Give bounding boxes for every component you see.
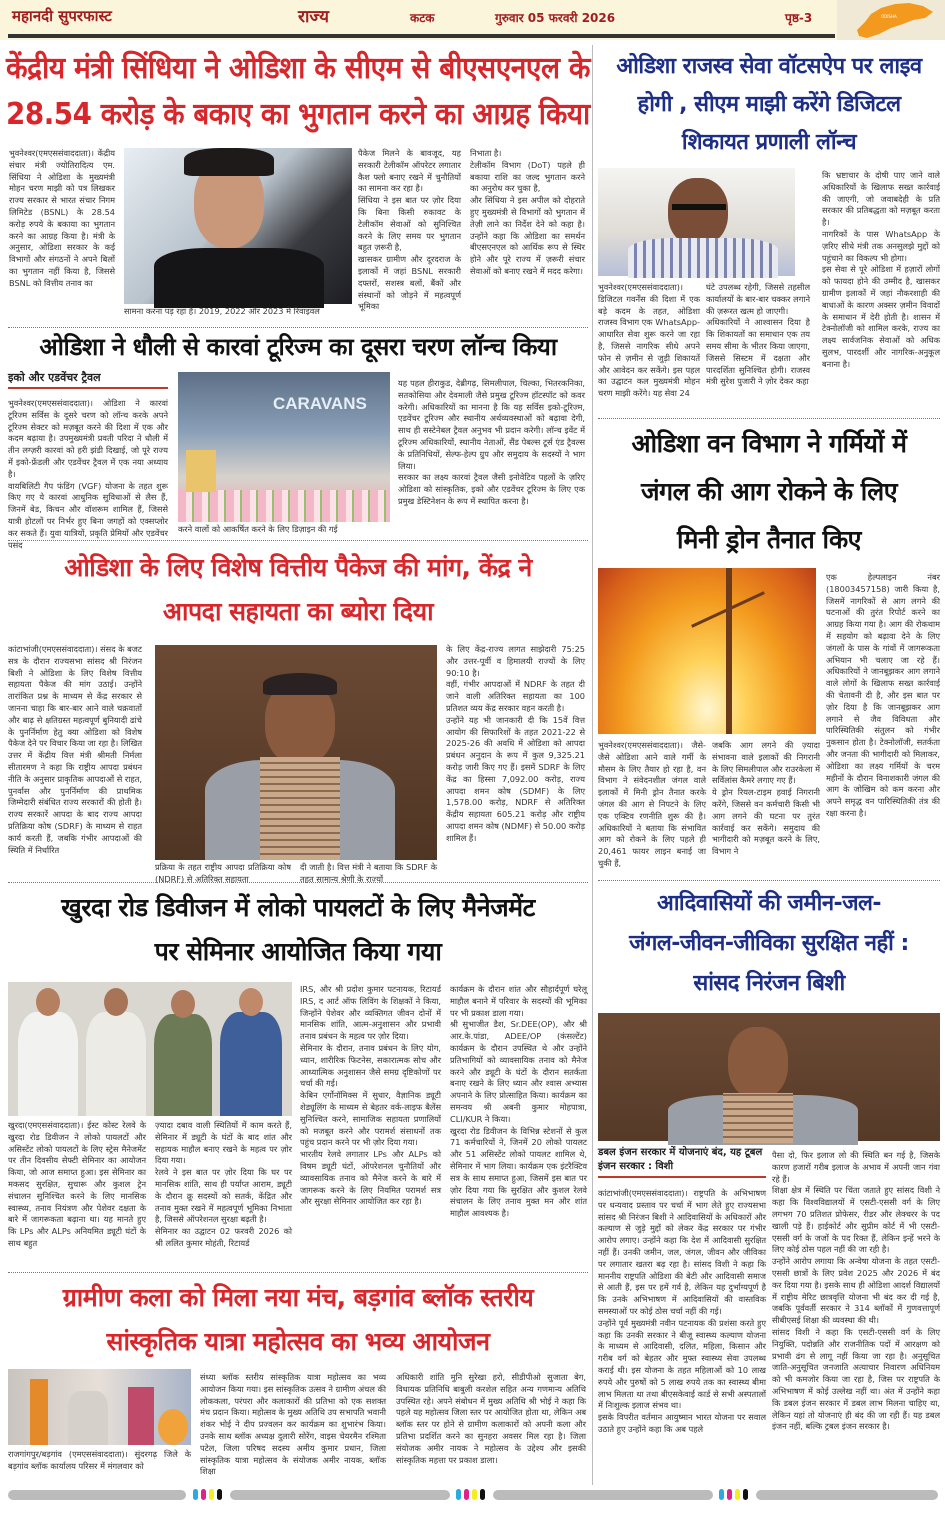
- article-column: पैकेज मिलने के बावजूद, यह सरकारी टेलीकॉम ऑपरेटर लगातार कैश फ्लो बनाए रखने में चुनौतियों का सामना कर रहा है। सिंधिया ने इस बात पर ज़ोर दिया कि बिना किसी रुकावट के टेलीकॉम सेवाओं को सुनिश्चित करने के लिए समय पर भुगतान बहुत ज़रूरी है, खासकर ग्रामीण और दूरदराज के इलाकों में जहां BSNL सरकारी दफ्तरों, सशस्त्र बलों, बैंकों और संस्थानों को जोड़ने में महत्वपूर्ण भूमिका: [358, 148, 461, 312]
- column-divider: [592, 45, 593, 1485]
- article-column: भुवनेश्वर(एमएससंवाददाता)। केंद्रीय संचार मंत्री ज्योतिरादित्य एम. सिंधिया ने ओडिशा के मुख्यमंत्री मोहन चरण माझी को पत्र लिखकर राज्य सरकार से भारत संचार निगम लिमिटेड (BSNL) के 28.54 करोड़ रुपये के बकाया का भुगतान करने का आग्रह किया है। मंत्री के अनुसार, ओडिशा सरकार के कई विभागों और संगठनों ने अपने बिलों का भुगतान नहीं किया है, जिससे BSNL को वित्तीय तनाव का: [9, 148, 115, 288]
- photo-niranjan-bishi-parliament: [155, 645, 437, 860]
- headline-line: जंगल की आग रोकने के लिए: [640, 477, 898, 506]
- article-column: कार्यक्रम के दौरान शांत और सौहार्दपूर्ण घरेलू माहौल बनाने में परिवार के सदस्यों की भूमिका पर भी प्रकाश डाला गया। श्री सुभाजीत डैश, Sr.DEE(OP), और श्री आर.के.पांडा, ADEE/OP (कंसल्टेंट) कार्यक्रम के दौरान उपस्थित थे और उन्होंने प्रतिभागियों को व्यावसायिक तनाव को मैनेज करने और ड्यूटी के घंटों के दौरान सतर्कता बनाए रखने के लिए ध्यान और श्वास अभ्यास अपनाने के लिए प्रोत्साहित किया। कार्यक्रम का समन्वय श्री अबनी कुमार मोहपात्रा, CLI/KUR ने किया। खुरदा रोड डिवीजन के विभिन्न स्टेशनों से कुल 71 कर्मचारियों ने, जिनमें 20 लोको पायलट और 51 असिस्टेंट लोको पायलट शामिल थे, सेमिनार में भाग लिया। कार्यक्रम एक इंटरैक्टिव सत्र के साथ समाप्त हुआ, जिसमें इस बात पर ज़ोर दिया गया कि सुरक्षित और कुशल रेलवे संचालन के लिए तनाव मुक्त मन और शांत माहौल आवश्यक है।: [450, 984, 587, 1219]
- headline-line: जंगल-जीवन-जीविका सुरक्षित नहीं :: [629, 931, 909, 956]
- section-divider: [8, 540, 588, 541]
- article-column: भुवनेश्वर(एमएससंवाददाता)। डिजिटल गवर्नेंस की दिशा में एक बड़े कदम के तहत, ओडिशा राजस्व विभाग एक WhatsApp-आधारित सेवा शुरू करने जा रहा है, जिससे नागरिक सीधे अपने फोन से ज़मीन से जुड़ी शिकायतें और आवेदन कर सकेंगे। इस पहल का उद्घाटन कल मुख्यमंत्री मोहन चरण माझी करेंगे। यह सेवा 24: [598, 282, 700, 399]
- headline-line: आपदा सहायता का ब्योरा दिया: [162, 597, 434, 626]
- article-column: संध्या ब्लॉक स्तरीय सांस्कृतिक यात्रा महोत्सव का भव्य आयोजन किया गया। इस सांस्कृतिक उत्सव ने ग्रामीण अंचल की लोककला, परंपरा और कलाकारों की प्रतिभा को एक सशक्त मंच प्रदान किया। महोत्सव के मुख्य अतिथि उप सभापति भवानी शंकर भोई ने दीप प्रज्वलन कर कार्यक्रम का शुभारंभ किया। उनके साथ ब्लॉक अध्यक्ष दुलारी सोरेंग, वाइस चेयरमैन रश्मिता पटेल, जिला परिषद सदस्य अमीय कुमार प्रधान, जिला सांस्कृतिक यात्रा महोत्सव के संयोजक अमीर नायक, ब्लॉक शिक्षा: [200, 1372, 386, 1477]
- section-divider: [8, 882, 588, 883]
- headline-line: केंद्रीय मंत्री सिंधिया ने ओडिशा के सीएम से बीएसएनएल के: [6, 51, 591, 86]
- article-column: कांटाभांजी(एमएससंवाददाता)। राष्ट्रपति के अभिभाषण पर धन्यवाद प्रस्ताव पर चर्चा में भाग लेते हुए राज्यसभा सांसद श्री निरंजन बिशी ने आदिवासियों के अधिकारों और कल्याण से जुड़े मुद्दों को लेकर केंद्र सरकार पर गंभीर आरोप लगाए। उन्होंने कहा कि देश में आदिवासी सुरक्षित नहीं हैं। उनकी जमीन, जल, जंगल, जीवन और जीविका पर लगातार खतरा बढ़ रहा है। सांसद विशी ने कहा कि माननीय राष्ट्रपति ओडिशा की बेटी और आदिवासी समाज से आती हैं, इस पर हमें गर्व है, लेकिन यह दुर्भाग्यपूर्ण है कि उनके अभिभाषण में आदिवासियों की वास्तविक समस्याओं पर कोई ठोस चर्चा नहीं की गई। उन्होंने पूर्व मुख्यमंत्री नवीन पटनायक की प्रशंसा करते हुए कहा कि उनकी सरकार ने बीजू स्वास्थ्य कल्याण योजना के माध्यम से आदिवासी, दलित, महिला, किसान और गरीब वर्ग को बेहतर और मुफ्त स्वास्थ्य सेवा उपलब्ध कराई थी। इस योजना के तहत महिलाओं को 10 लाख रुपये और पुरुषों को 5 लाख रुपये तक का स्वास्थ्य बीमा लाभ मिलता था तथा बीएसकेवाई कार्ड से सभी अस्पतालों में निःशुल्क इलाज संभव था। इसके विपरीत वर्तमान आयुष्मान भारत योजना पर सवाल उठाते हुए उन्होंने कहा कि अब पहले: [598, 1188, 766, 1434]
- article-column: IRS, और श्री प्रदोश कुमार पटनायक, रिटायर्ड IRS, द आर्ट ऑफ लिविंग के शिक्षकों ने किया, जिन्होंने पेशेवर और व्यक्तिगत जीवन दोनों में मानसिक शांति, आत्म-अनुशासन और प्रभावी तनाव प्रबंधन के महत्व पर ज़ोर दिया। सेमिनार के दौरान, तनाव प्रबंधन के लिए योग, ध्यान, शारीरिक फिटनेस, सकारात्मक सोच और आध्यात्मिक अनुशासन जैसे समग्र दृष्टिकोणों पर चर्चा की गई। केबिन एर्गोनॉमिक्स में सुधार, वैज्ञानिक ड्यूटी शेड्यूलिंग के माध्यम से बेहतर वर्क-लाइफ बैलेंस सुनिश्चित करने, सामाजिक सहायता प्रणालियों को मजबूत करने और परामर्श संसाधनों तक पहुंच प्रदान करने पर भी ज़ोर दिया गया। भारतीय रेलवे लगातार LPs और ALPs को विषम ड्यूटी घंटों, ऑपरेशनल चुनौतियों और व्यावसायिक तनाव को मैनेज करने के बारे में जागरूक करने के लिए नियमित परामर्श सत्र और सुरक्षा सेमिनार आयोजित कर रहा है।: [300, 984, 441, 1207]
- headline-line: मिनी ड्रोन तैनात किए: [677, 525, 861, 554]
- headline-line: होगी , सीएम माझी करेंगे डिजिटल: [637, 92, 901, 117]
- headline-line: खुरदा रोड डिवीजन में लोको पायलटों के लिए मैनेजमेंट: [61, 893, 535, 922]
- headline-line: सांसद निरंजन बिशी: [693, 971, 845, 996]
- page-number: पृष्ठ-3: [785, 11, 813, 25]
- article-column: खुरदा(एमएससंवाददाता)। ईस्ट कोस्ट रेलवे के खुरदा रोड डिवीजन ने लोको पायलटों और असिस्टेंट लोको पायलटों के लिए स्ट्रेस मैनेजमेंट पर तीन दिवसीय सेफ्टी सेमिनार का आयोजन किया, जो आज समाप्त हुआ। इस सेमिनार का मकसद सुरक्षित, सुचारू और कुशल ट्रेन संचालन सुनिश्चित करने के लिए मानसिक स्वास्थ्य, तनाव नियंत्रण और पेशेवर दक्षता के बारे में जागरूकता बढ़ाना था। यह मानते हुए कि LPs और ALPs अनियमित ड्यूटी घंटों के साथ बहुत: [8, 1120, 146, 1248]
- banner-text: CARAVANS: [273, 394, 367, 413]
- article-column: अधिकारी शांति मुनि सुरेखा हरो, सीडीपीओ सुजाता बेग, विधायक प्रतिनिधि बाबुली करशेल सहित अन्य गणमान्य अतिथि उपस्थित रहे। अपने संबोधन में मुख्य अतिथि श्री भोई ने कहा कि पहले यह महोत्सव जिला स्तर पर आयोजित होता था, लेकिन अब ब्लॉक स्तर पर होने से ग्रामीण कलाकारों को अपनी कला और प्रतिभा प्रदर्शित करने का सुनहरा अवसर मिल रहा है। जिला संयोजक अमीर नायक ने महोत्सव के उद्देश्य और इसकी सांस्कृतिक महत्ता पर प्रकाश डाला।: [396, 1372, 586, 1465]
- article-column: कि भ्रष्टाचार के दोषी पाए जाने वाले अधिकारियों के खिलाफ सख्त कार्रवाई की जाएगी, जो जवाबदेही के प्रति सरकार की प्रतिबद्धता को मज़बूत करता है। नागरिकों के पास WhatsApp के ज़रिए सीधे मंत्री तक अनसुलझे मुद्दों को पहुंचाने का विकल्प भी होगा। इस सेवा से पूरे ओडिशा में हज़ारों लोगों को फायदा होने की उम्मीद है, खासकर ग्रामीण इलाकों में जहां नौकरशाही की बाधाओं के कारण अक्सर ज़मीन विवादों के समाधान में देरी होती है। शासन में टेक्नोलॉजी को शामिल करके, राज्य का लक्ष्य सार्वजनिक सेवाओं को अधिक सुलभ, पारदर्शी और नागरिक-अनुकूल बनाना है।: [822, 170, 940, 369]
- city: कटक: [410, 11, 435, 25]
- section-divider: [8, 1272, 588, 1273]
- article-column: घंटे उपलब्ध रहेगी, जिससे तहसील कार्यालयों के बार-बार चक्कर लगाने की ज़रूरत खत्म हो जाएगी। अधिकारियों ने आश्वासन दिया है कि शिकायतों का समाधान एक तय समय सीमा के भीतर किया जाएगा, जिससे सिस्टम में दक्षता और पारदर्शिता सुनिश्चित होगी। राजस्व मंत्री सुरेश पुजारी ने ज़ोर देकर कहा: [706, 282, 810, 387]
- headline-line: सांस्कृतिक यात्रा महोत्सव का भव्य आयोजन: [106, 1327, 490, 1356]
- headline-line: ओडिशा के लिए विशेष वित्तीय पैकेज की मांग, केंद्र ने: [64, 553, 532, 582]
- section-name: राज्य: [298, 7, 329, 27]
- photo-scindia: [124, 148, 352, 304]
- article-column: यह पहल हीराकुड, देब्रीगढ़, सिमलीपाल, चिल्का, भितरकनिका, सतकोसिया और देवमाली जैसे प्रमुख टूरिज्म हॉटस्पॉट को कवर करेगी। अधिकारियों का मानना है कि यह सर्विस इको-टूरिज्म, एडवेंचर टूरिज्म और स्थानीय अर्थव्यवस्थाओं को बढ़ावा देगी, साथ ही सस्टेनेबल ट्रैवल अनुभव भी प्रदान करेगी। लॉन्च इवेंट में टूरिज्म अधिकारियों, स्थानीय नेताओं, सैंड पेबल्स टूर्स एंड ट्रैवल्स के प्रतिनिधियों, सेल्फ-हेल्प ग्रुप और समुदाय के सदस्यों ने भाग लिया। सरकार का लक्ष्य कारवां ट्रैवल जैसी इनोवेटिव पहलों के ज़रिए ओडिशा को सांस्कृतिक, इको और एडवेंचर टूरिज्म के लिए एक प्रमुख डेस्टिनेशन के रूप में स्थापित करना है।: [398, 378, 585, 506]
- photo-caption: प्रक्रिया के तहत राष्ट्रीय आपदा प्रतिक्रिया कोष (NDRF) से अतिरिक्त सहायता: [155, 862, 291, 884]
- headline-line: ओडिशा वन विभाग ने गर्मियों में: [631, 429, 907, 458]
- article-column: भुवनेश्वर(एमएससंवाददाता)। ओडिशा ने कारवां टूरिज्म सर्विस के दूसरे चरण को लॉन्च करके अपने टूरिज्म सेक्टर को मज़बूत करने की दिशा में एक और कदम बढ़ाया है। उपमुख्यमंत्री प्रवती परिदा ने धौली में तीन लग्ज़री कारवां को हरी झंडी दिखाई, जो पूरे राज्य में इको-फ्रेंडली और एडवेंचर ट्रैवल में एक नया अध्याय है। वायबिलिटी गैप फंडिंग (VGF) योजना के तहत शुरू किए गए ये कारवां आधुनिक सुविधाओं से लैस हैं, जिनमें बेड, किचन और वॉशरूम शामिल हैं, जिससे यात्री होटलों पर निर्भर हुए बिना जगहों को एक्सप्लोर कर सकते हैं। युवा यात्रियों, प्रकृति प्रेमियों और एडवेंचर पसंद: [8, 398, 168, 550]
- headline-line: ओडिशा राजस्व सेवा वॉटसऐप पर लाइव: [616, 54, 922, 79]
- subheading: डबल इंजन सरकार में योजनाएं बंद, यह टूबल इंजन सरकार : विशी: [598, 1146, 766, 1178]
- article-column: कांटाभांजी(एमएससंवाददाता)। संसद के बजट सत्र के दौरान राज्यसभा सांसद श्री निरंजन बिशी ने ओडिशा के लिए विशेष वित्तीय सहायता पैकेज की मांग उठाई। उन्होंने तारांकित प्रश्न के माध्यम से केंद्र सरकार से जानना चाहा कि बार-बार आने वाले चक्रवातों और बाढ़ से क्षतिग्रस्त महत्वपूर्ण बुनियादी ढांचे के पुनर्निर्माण हेतु क्या ओडिशा को विशेष पैकेज देने पर विचार किया जा रहा है। लिखित उत्तर में केंद्रीय वित्त मंत्री श्रीमती निर्मला सीतारमण ने कहा कि राष्ट्रीय आपदा प्रबंधन नीति के अनुसार प्राकृतिक आपदाओं से राहत, पुनर्वास और पुनर्निर्माण की प्राथमिक जिम्मेदारी संबंधित राज्य सरकारों की होती है। राज्य सरकारें आपदा के बाद राज्य आपदा प्रतिक्रिया कोष (SDRF) के माध्यम से राहत कार्य करती हैं, जबकि गंभीर आपदाओं की स्थिति में निर्धारित: [8, 644, 142, 855]
- photo-caption: करने वालों को आकर्षित करने के लिए डिज़ाइन की गई: [178, 524, 338, 534]
- photo-minister: [598, 168, 795, 276]
- headline-line: पर सेमिनार आयोजित किया गया: [154, 937, 442, 966]
- article-column: पैसा दो, फिर इलाज लो की स्थिति बन गई है, जिसके कारण हजारों गरीब इलाज के अभाव में अपनी जान गंवा रहे हैं। शिक्षा क्षेत्र में स्थिति पर चिंता जताते हुए सांसद विशी ने कहा कि विश्वविद्यालयों में एसटी-एससी वर्ग के लिए लगभग 70 प्रतिशत प्रोफेसर, रीडर और लेक्चरर के पद खाली पड़े हैं। हाईकोर्ट और सुप्रीम कोर्ट में भी एसटी-एससी वर्ग के जजों के पद रिक्त हैं, लेकिन इन्हें भरने के लिए कोई ठोस पहल नहीं की जा रही है। उन्होंने आरोप लगाया कि अन्वेषा योजना के तहत एसटी-एससी छात्रों के लिए प्रवेश 2025 और 2026 में बंद कर दिया गया है। इसके साथ ही ओडिशा आदर्श विद्यालयों में राष्ट्रीय मेरिट छात्रवृत्ति योजना भी बंद कर दी गई है, जबकि पूर्ववर्ती सरकार ने 314 ब्लॉकों में गुणवत्तापूर्ण सीबीएसई शिक्षा की व्यवस्था की थी। सांसद विशी ने कहा कि एसटी-एससी वर्ग के लिए नियुक्ति, पदोन्नति और राजनीतिक पदों में आरक्षण को प्रभावी ढंग से लागू नहीं किया जा रहा है। अनुसूचित जाति-अनुसूचित जनजाति अत्याचार निवारण अधिनियम को भी कमजोर किया जा रहा है, जिस पर राष्ट्रपति के अभिभाषण में कोई उल्लेख नहीं था। अंत में उन्होंने कहा कि डबल इंजन सरकार में डबल लाभ मिलना चाहिए था, लेकिन यहां तो योजनाएं ही बंद की जा रही हैं। यह डबल इंजन नहीं, बल्कि ट्रबल इंजन सरकार है।: [772, 1150, 940, 1432]
- section-divider: [8, 327, 588, 328]
- masthead: [0, 0, 945, 40]
- section-divider: [598, 880, 940, 881]
- photo-seminar-officials: [8, 982, 292, 1116]
- subheading: इको और एडवेंचर ट्रैवल: [8, 370, 168, 389]
- map-label: ODISHA: [881, 14, 897, 19]
- odisha-map-icon: [837, 0, 945, 40]
- photo-forest-fire: [598, 568, 816, 734]
- section-divider: [598, 418, 940, 419]
- photo-festival-lamp-lighting: [8, 1369, 191, 1445]
- photo-caption: दी जाती है। वित्त मंत्री ने बताया कि SDRF के तहत सामान्य श्रेणी के राज्यों: [300, 862, 437, 884]
- photo-caption: सामना करना पड़ रहा है। 2019, 2022 और 2023 में रिवाइवल: [124, 306, 320, 316]
- headline: ओडिशा ने धौली से कारवां टूरिज्म का दूसरा चरण लॉन्च किया: [39, 333, 557, 361]
- article-column: ज़्यादा दबाव वाली स्थितियों में काम करते हैं, सेमिनार में ड्यूटी के घंटों के बाद शांत और सहायक माहौल बनाए रखने के महत्व पर ज़ोर दिया गया। रेलवे ने इस बात पर ज़ोर दिया कि घर पर मानसिक शांति, साथ ही पर्याप्त आराम, ड्यूटी के दौरान क्रू सदस्यों को सतर्क, केंद्रित और तनाव मुक्त रखने में महत्वपूर्ण भूमिका निभाता है, जिससे ऑपरेशनल सुरक्षा बढ़ती है। सेमिनार का उद्घाटन 02 फरवरी 2026 को श्री ललित कुमार मोहंती, रिटायर्ड: [155, 1120, 292, 1248]
- article-column: राजगांगपुर/बड़गांव (एमएससंवाददाता)। सुंदरगढ़ जिले के बड़गांव ब्लॉक कार्यालय परिसर में मंगलवार को: [8, 1449, 191, 1471]
- article-column: जबकि आग लगने की ज़्यादा संभावना वाले इलाकों की निगरानी के लिए सिमलीपाल और राउरकेला में सर्विलांस कैमरे लगाए गए हैं। ये ड्रोन रियल-टाइम हवाई निगरानी करेंगे, जिससे वन कर्मचारी किसी भी आग लगने की घटना पर तुरंत कार्रवाई कर सकेंगे। समुदाय की भागीदारी को मज़बूत करने के लिए, विभाग ने: [712, 740, 820, 857]
- photo-bishi-speaking: [598, 1013, 940, 1141]
- headline-line: शिकायत प्रणाली लॉन्च: [681, 130, 857, 155]
- photo-caravan-launch: [178, 372, 390, 522]
- article-column: निभाता है। टेलीकॉम विभाग (DoT) पहले ही बकाया राशि का जल्द भुगतान करने का अनुरोध कर चुका है, और सिंधिया ने इस अपील को दोहराते हुए मुख्यमंत्री से विभागों को भुगतान में तेज़ी लाने का निर्देश देने को कहा है। उन्होंने कहा कि ओडिशा का समर्थन बीएसएनएल को आर्थिक रूप से स्थिर होने और पूरे राज्य में ज़रूरी संचार सेवाओं को बनाए रखने में मदद करेगा।: [470, 148, 585, 276]
- article-column: एक हेल्पलाइन नंबर (18003457158) जारी किया है, जिसमें नागरिकों से आग लगने की घटनाओं की तुरंत रिपोर्ट करने का आग्रह किया गया है। आग की रोकथाम में सहयोग को बढ़ावा देने के लिए जंगलों के पास के गांवों में जागरूकता अभियान भी चलाए जा रहे हैं। अधिकारियों ने जानबूझकर आग लगाने वाले लोगों के खिलाफ सख्त कार्रवाई की चेतावनी दी है, और इस बात पर ज़ोर दिया है कि जानबूझकर आग लगाने से जैव विविधता और पारिस्थितिकी संतुलन को गंभीर नुकसान होता है। टेक्नोलॉजी, सतर्कता और जनता की भागीदारी को मिलाकर, ओडिशा का लक्ष्य गर्मियों के चरम महीनों के दौरान विनाशकारी जंगल की आग के जोखिम को कम करना और अपने समृद्ध वन पारिस्थितिकी तंत्र की रक्षा करना है।: [826, 572, 940, 818]
- masthead-rule: [8, 34, 835, 38]
- headline-line: ग्रामीण कला को मिला नया मंच, बड़गांव ब्लॉक स्तरीय: [62, 1283, 534, 1312]
- headline-line: आदिवासियों की जमीन-जल-: [656, 891, 882, 916]
- date: गुरुवार 05 फरवरी 2026: [495, 11, 616, 25]
- article-column: के लिए केंद्र-राज्य लागत साझेदारी 75:25 और उत्तर-पूर्वी व हिमालयी राज्यों के लिए 90:10 है। वहीं, गंभीर आपदाओं में NDRF के तहत दी जाने वाली अतिरिक्त सहायता का 100 प्रतिशत व्यय केंद्र सरकार वहन करती है। उन्होंने यह भी जानकारी दी कि 15वें वित्त आयोग की सिफारिशों के तहत 2021-22 से 2025-26 की अवधि में ओडिशा को आपदा प्रबंधन अनुदान के रूप में कुल 9,325.21 करोड़ जारी किए गए हैं। इसमें SDRF के लिए केंद्र का हिस्सा 7,092.00 करोड़, राज्य आपदा शमन कोष (SDMF) के लिए 1,578.00 करोड़, NDRF से अतिरिक्त केंद्रीय सहायता 605.21 करोड़ और राष्ट्रीय आपदा शमन कोष (NDMF) से 50.00 करोड़ शामिल हैं।: [446, 644, 585, 843]
- article-column: भुवनेश्वर(एमएससंवाददाता)। जैसे-जैसे ओडिशा आने वाले गर्मी के मौसम के लिए तैयार हो रहा है, वन विभाग ने संवेदनशील जंगल वाले इलाकों में मिनी ड्रोन तैनात करके जंगल की आग से निपटने के लिए एक एक्टिव रणनीति शुरू की है। अधिकारियों ने बताया कि संभावित आग को रोकने के लिए पहले ही 20,461 फायर लाइन बनाई जा चुकी हैं,: [598, 740, 706, 868]
- paper-name: महानदी सुपरफास्ट: [12, 7, 112, 25]
- headline-line: 28.54 करोड़ के बकाए का भुगतान करने का आग्रह किया: [6, 97, 590, 132]
